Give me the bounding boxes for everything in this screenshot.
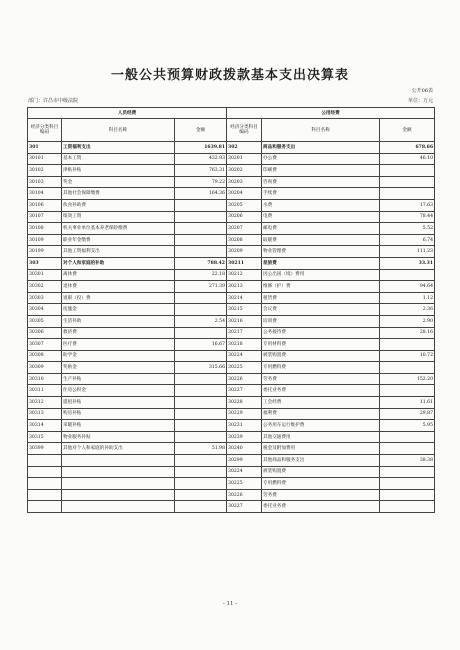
table-row xyxy=(28,420,435,432)
table-row xyxy=(28,257,435,269)
right-amount-cell: 94.64 xyxy=(380,281,435,293)
table-row xyxy=(28,281,435,293)
table-row xyxy=(28,176,435,188)
left-code-cell: 30109 xyxy=(28,234,62,246)
left-name-cell: 津贴补贴 xyxy=(62,165,175,177)
left-amount-cell: 79.22 xyxy=(175,176,227,188)
right-code-cell: 30226 xyxy=(227,373,262,385)
left-name-cell: 退休费 xyxy=(62,281,175,293)
left-code-cell: 30101 xyxy=(28,153,62,165)
right-name-cell: 取暖费 xyxy=(262,234,380,246)
right-amount-cell xyxy=(380,466,435,478)
left-amount-cell xyxy=(175,246,227,258)
table-row xyxy=(28,373,435,385)
left-code-cell: 30302 xyxy=(28,281,62,293)
table-row xyxy=(28,339,435,351)
right-code-cell: 30227 xyxy=(227,385,262,397)
right-code-cell: 30201 xyxy=(227,153,262,165)
right-code-cell: 30204 xyxy=(227,188,262,200)
table-row xyxy=(28,385,435,397)
left-name-cell xyxy=(62,478,175,490)
right-code-cell: 30216 xyxy=(227,315,262,327)
unit-label: 单位：万元 xyxy=(407,98,433,104)
left-code-cell: 30308 xyxy=(28,350,62,362)
left-amount-cell xyxy=(175,455,227,467)
left-code-cell: 30301 xyxy=(28,269,62,281)
left-code-cell: 30305 xyxy=(28,315,62,327)
right-amount-cell xyxy=(380,501,435,513)
right-name-cell: 专用材料费 xyxy=(262,339,380,351)
name-header-right: 科目名称 xyxy=(262,119,380,142)
table-row xyxy=(28,234,435,246)
right-amount-cell xyxy=(380,176,435,188)
left-amount-cell xyxy=(175,373,227,385)
left-code-cell: 301 xyxy=(28,142,62,154)
table-row xyxy=(28,165,435,177)
left-code-cell xyxy=(28,501,62,513)
right-amount-cell: 38.38 xyxy=(380,455,435,467)
expenditure-table xyxy=(27,107,435,513)
table-row xyxy=(28,327,435,339)
right-amount-cell: 17.63 xyxy=(380,199,435,211)
table-row xyxy=(28,431,435,443)
right-name-cell: 办公费 xyxy=(262,153,380,165)
right-code-cell: 30229 xyxy=(227,408,262,420)
right-amount-cell: 78.44 xyxy=(380,211,435,223)
right-name-cell: 水费 xyxy=(262,199,380,211)
table-row xyxy=(28,478,435,490)
left-name-cell: 采暖补贴 xyxy=(62,420,175,432)
right-code-cell: 30225 xyxy=(227,478,262,490)
right-code-cell: 302 xyxy=(227,142,262,154)
left-name-cell: 救济费 xyxy=(62,327,175,339)
right-amount-cell xyxy=(380,269,435,281)
table-body xyxy=(28,108,435,513)
left-code-cell: 30304 xyxy=(28,304,62,316)
amount-header-right: 金额 xyxy=(380,119,435,142)
left-amount-cell xyxy=(175,223,227,235)
left-name-cell: 其他工资福利支出 xyxy=(62,246,175,258)
right-code-cell: 30226 xyxy=(227,489,262,501)
left-name-cell: 奖金 xyxy=(62,176,175,188)
left-name-cell: 住房公积金 xyxy=(62,385,175,397)
left-amount-cell: 271.39 xyxy=(175,281,227,293)
right-code-cell: 30212 xyxy=(227,269,262,281)
right-name-cell: 专用燃料费 xyxy=(262,362,380,374)
right-name-cell: 其他商品和服务支出 xyxy=(262,455,380,467)
table-row xyxy=(28,188,435,200)
table-row xyxy=(28,153,435,165)
table-row xyxy=(28,246,435,258)
right-name-cell: 委托业务费 xyxy=(262,501,380,513)
right-code-cell: 30299 xyxy=(227,455,262,467)
right-name-cell: 差旅费 xyxy=(262,257,380,269)
left-amount-cell: 22.18 xyxy=(175,269,227,281)
code-header-right: 经济分类科目编码 xyxy=(227,119,262,142)
left-amount-cell: 788.42 xyxy=(175,257,227,269)
left-code-cell: 30199 xyxy=(28,246,62,258)
left-amount-cell: 1639.81 xyxy=(175,142,227,154)
left-name-cell: 伙食补助费 xyxy=(62,199,175,211)
table-row xyxy=(28,408,435,420)
table-row xyxy=(28,211,435,223)
right-name-cell: 商品和服务支出 xyxy=(262,142,380,154)
left-name-cell: 职业年金缴费 xyxy=(62,234,175,246)
left-name-cell: 基本工资 xyxy=(62,153,175,165)
right-name-cell: 手续费 xyxy=(262,188,380,200)
right-name-cell: 会议费 xyxy=(262,304,380,316)
left-amount-cell xyxy=(175,466,227,478)
table-row xyxy=(28,466,435,478)
left-code-cell: 30310 xyxy=(28,373,62,385)
right-code-cell: 30213 xyxy=(227,281,262,293)
left-code-cell: 30104 xyxy=(28,188,62,200)
right-code-cell: 30218 xyxy=(227,339,262,351)
right-name-cell: 印刷费 xyxy=(262,165,380,177)
left-amount-cell xyxy=(175,350,227,362)
table-row xyxy=(28,397,435,409)
left-amount-cell xyxy=(175,408,227,420)
right-name-cell: 其他交通费用 xyxy=(262,431,380,443)
left-name-cell: 物业服务补贴 xyxy=(62,431,175,443)
left-name-cell: 抚恤金 xyxy=(62,304,175,316)
right-code-cell: 30239 xyxy=(227,431,262,443)
left-name-cell: 对个人和家庭的补助 xyxy=(62,257,175,269)
right-name-cell: 工会经费 xyxy=(262,397,380,409)
left-name-cell: 医疗费 xyxy=(62,339,175,351)
left-amount-cell: 763.31 xyxy=(175,165,227,177)
right-name-cell: 培训费 xyxy=(262,315,380,327)
left-name-cell xyxy=(62,501,175,513)
right-name-cell: 邮电费 xyxy=(262,223,380,235)
table-row xyxy=(28,292,435,304)
left-code-cell: 30309 xyxy=(28,362,62,374)
personnel-header: 人员经费 xyxy=(28,108,227,119)
right-name-cell: 被装购置费 xyxy=(262,350,380,362)
left-code-cell: 30306 xyxy=(28,327,62,339)
left-amount-cell xyxy=(175,292,227,304)
right-code-cell: 30231 xyxy=(227,420,262,432)
table-row xyxy=(28,501,435,513)
right-code-cell: 30227 xyxy=(227,501,262,513)
left-name-cell: 提租补贴 xyxy=(62,397,175,409)
left-code-cell: 30107 xyxy=(28,211,62,223)
page-number: - 11 - xyxy=(222,601,238,607)
left-code-cell: 30315 xyxy=(28,431,62,443)
table-row xyxy=(28,304,435,316)
right-code-cell: 30225 xyxy=(227,362,262,374)
right-amount-cell xyxy=(380,443,435,455)
right-name-cell: 专用燃料费 xyxy=(262,478,380,490)
right-code-cell: 30209 xyxy=(227,246,262,258)
left-amount-cell xyxy=(175,501,227,513)
left-code-cell xyxy=(28,478,62,490)
left-name-cell: 生产补贴 xyxy=(62,373,175,385)
left-amount-cell xyxy=(175,397,227,409)
left-name-cell: 机关事业单位基本养老保险缴费 xyxy=(62,223,175,235)
left-amount-cell: 2.54 xyxy=(175,315,227,327)
right-name-cell: 维修（护）费 xyxy=(262,281,380,293)
right-code-cell: 30224 xyxy=(227,350,262,362)
right-code-cell: 30215 xyxy=(227,304,262,316)
left-code-cell: 30314 xyxy=(28,420,62,432)
right-name-cell: 租赁费 xyxy=(262,292,380,304)
left-amount-cell xyxy=(175,304,227,316)
table-row xyxy=(28,489,435,501)
left-amount-cell xyxy=(175,234,227,246)
right-name-cell: 咨询费 xyxy=(262,176,380,188)
left-code-cell: 30102 xyxy=(28,165,62,177)
right-amount-cell: 46.10 xyxy=(380,153,435,165)
left-code-cell: 30307 xyxy=(28,339,62,351)
header-row-columns xyxy=(28,119,435,142)
right-amount-cell xyxy=(380,165,435,177)
table-row xyxy=(28,443,435,455)
right-code-cell: 30202 xyxy=(227,165,262,177)
right-amount-cell: 111.23 xyxy=(380,246,435,258)
left-name-cell: 购房补贴 xyxy=(62,408,175,420)
left-code-cell: 30399 xyxy=(28,443,62,455)
header-row-groups xyxy=(28,108,435,119)
left-amount-cell: 315.66 xyxy=(175,362,227,374)
right-code-cell: 30208 xyxy=(227,234,262,246)
left-code-cell: 30108 xyxy=(28,223,62,235)
table-row xyxy=(28,269,435,281)
table-row xyxy=(28,315,435,327)
public-header: 公用经费 xyxy=(227,108,435,119)
left-amount-cell: 16.67 xyxy=(175,339,227,351)
left-name-cell: 奖励金 xyxy=(62,362,175,374)
left-amount-cell xyxy=(175,478,227,490)
left-name-cell: 工资福利支出 xyxy=(62,142,175,154)
left-amount-cell xyxy=(175,420,227,432)
left-code-cell: 30311 xyxy=(28,385,62,397)
right-amount-cell: 28.16 xyxy=(380,327,435,339)
left-amount-cell xyxy=(175,489,227,501)
right-code-cell: 30217 xyxy=(227,327,262,339)
right-code-cell: 30203 xyxy=(227,176,262,188)
table-row xyxy=(28,223,435,235)
left-name-cell xyxy=(62,455,175,467)
right-name-cell: 物业管理费 xyxy=(262,246,380,258)
left-amount-cell: 432.93 xyxy=(175,153,227,165)
right-amount-cell: 10.72 xyxy=(380,350,435,362)
right-amount-cell: 11.61 xyxy=(380,397,435,409)
left-code-cell xyxy=(28,489,62,501)
right-amount-cell xyxy=(380,431,435,443)
right-code-cell: 30224 xyxy=(227,466,262,478)
right-name-cell: 委托业务费 xyxy=(262,385,380,397)
right-code-cell: 30206 xyxy=(227,211,262,223)
left-name-cell xyxy=(62,489,175,501)
form-number: 公开06表 xyxy=(411,88,433,94)
right-code-cell: 30240 xyxy=(227,443,262,455)
amount-header-left: 金额 xyxy=(175,119,227,142)
right-name-cell: 电费 xyxy=(262,211,380,223)
left-name-cell: 助学金 xyxy=(62,350,175,362)
right-amount-cell: 678.66 xyxy=(380,142,435,154)
left-amount-cell: 164.36 xyxy=(175,188,227,200)
page-title: 一般公共预算财政拨款基本支出决算表 xyxy=(110,68,349,83)
left-name-cell: 离休费 xyxy=(62,269,175,281)
table-row xyxy=(28,455,435,467)
right-amount-cell xyxy=(380,339,435,351)
name-header-left: 科目名称 xyxy=(62,119,175,142)
right-amount-cell: 29.87 xyxy=(380,408,435,420)
left-amount-cell xyxy=(175,431,227,443)
right-name-cell: 公务接待费 xyxy=(262,327,380,339)
left-amount-cell xyxy=(175,385,227,397)
right-code-cell: 30207 xyxy=(227,223,262,235)
left-code-cell: 30312 xyxy=(28,397,62,409)
right-name-cell: 税金及附加费用 xyxy=(262,443,380,455)
left-name-cell: 其他对个人和家庭的补助支出 xyxy=(62,443,175,455)
left-name-cell: 其他社会保障缴费 xyxy=(62,188,175,200)
right-amount-cell: 152.20 xyxy=(380,373,435,385)
left-code-cell xyxy=(28,455,62,467)
left-code-cell: 303 xyxy=(28,257,62,269)
right-amount-cell: 33.31 xyxy=(380,257,435,269)
right-name-cell: 被装购置费 xyxy=(262,466,380,478)
table-row xyxy=(28,142,435,154)
left-amount-cell xyxy=(175,199,227,211)
table-row xyxy=(28,362,435,374)
right-code-cell: 30228 xyxy=(227,397,262,409)
right-amount-cell xyxy=(380,188,435,200)
right-amount-cell: 1.12 xyxy=(380,292,435,304)
right-name-cell: 劳务费 xyxy=(262,373,380,385)
code-header-left: 经济分类科目编码 xyxy=(28,119,62,142)
right-amount-cell: 5.95 xyxy=(380,420,435,432)
left-code-cell: 30103 xyxy=(28,176,62,188)
department-label: 部门：许昌市中级法院 xyxy=(28,98,79,104)
right-name-cell: 因公出国（境）费用 xyxy=(262,269,380,281)
right-name-cell: 劳务费 xyxy=(262,489,380,501)
left-name-cell: 退职（役）费 xyxy=(62,292,175,304)
left-code-cell: 30106 xyxy=(28,199,62,211)
table-row xyxy=(28,199,435,211)
right-code-cell: 30214 xyxy=(227,292,262,304)
right-code-cell: 30211 xyxy=(227,257,262,269)
right-amount-cell xyxy=(380,489,435,501)
left-amount-cell: 51.98 xyxy=(175,443,227,455)
left-amount-cell xyxy=(175,327,227,339)
right-amount-cell xyxy=(380,362,435,374)
left-code-cell: 30303 xyxy=(28,292,62,304)
right-amount-cell: 2.36 xyxy=(380,304,435,316)
left-name-cell: 生活补助 xyxy=(62,315,175,327)
right-amount-cell: 2.90 xyxy=(380,315,435,327)
right-amount-cell xyxy=(380,385,435,397)
left-amount-cell xyxy=(175,211,227,223)
left-code-cell: 30313 xyxy=(28,408,62,420)
right-name-cell: 福利费 xyxy=(262,408,380,420)
left-code-cell xyxy=(28,466,62,478)
left-name-cell xyxy=(62,466,175,478)
right-name-cell: 公务用车运行维护费 xyxy=(262,420,380,432)
right-code-cell: 30205 xyxy=(227,199,262,211)
right-amount-cell xyxy=(380,478,435,490)
right-amount-cell: 5.52 xyxy=(380,223,435,235)
left-name-cell: 绩效工资 xyxy=(62,211,175,223)
right-amount-cell: 6.74 xyxy=(380,234,435,246)
table-row xyxy=(28,350,435,362)
